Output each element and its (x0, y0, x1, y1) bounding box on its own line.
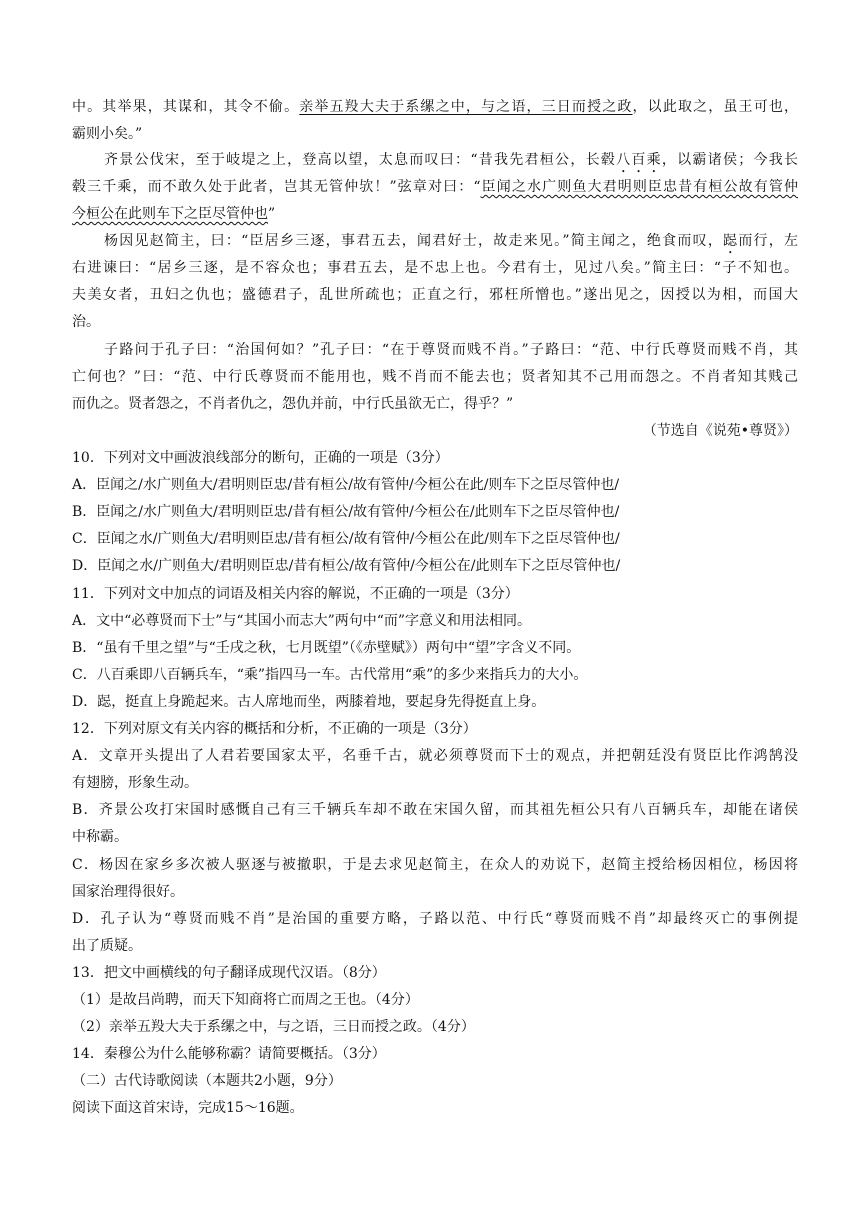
option-10d: D．臣闻之水/广则鱼大/君明则臣忠/昔有桓公/故有管仲/今桓公在/此则车下之臣尽管仲也/ (72, 558, 621, 574)
dotted-word: 八百乘 (616, 152, 662, 168)
option-11c: C．八百乘即八百辆兵车，“乘”指四马一车。古代常用“乘”的多少来指兵力的大小。 (72, 667, 588, 683)
option-12a-cont: 有翅膀，形象生动。 (72, 775, 198, 791)
section-intro: 阅读下面这首宋诗，完成15～16题。 (72, 1100, 304, 1116)
question-13: 13．把文中画横线的句子翻译成现代汉语。（8分） (72, 965, 386, 981)
passage-line: 右进谏曰：“居乡三逐，是不容众也；事君五去，是不忠上也。今君有士，见过八矣。”简主曰：“子不知也。 (72, 260, 798, 276)
option-11b: B．“虽有千里之望”与“壬戌之秋，七月既望”（《赤壁赋》）两句中“望”字含义不同。 (72, 640, 581, 656)
option-10b: B．臣闻之/水广则鱼大/君明则臣忠/昔有桓公/故有管仲/今桓公在/此则车下之臣尽管仲也/ (72, 504, 620, 520)
passage-text: ，以霸诸侯；今我长 (661, 152, 799, 168)
passage-text: 而行，左 (738, 233, 799, 249)
underlined-sentence: 亲举五羖大夫于系缧之中，与之语，三日而授之政 (299, 99, 633, 115)
passage-text: ，以此取之，虽王可也， (632, 99, 799, 115)
passage-line: 霸则小矣。” (72, 126, 143, 142)
passage-line: 治。 (72, 314, 100, 330)
section-heading: （二）古代诗歌阅读（本题共2小题，9分） (72, 1073, 342, 1089)
passage-line (72, 204, 798, 224)
passage-line (104, 231, 798, 257)
option-11d: D．跽，挺直上身跪起来。古人席地而坐，两膝着地，要起身先得挺直上身。 (72, 694, 546, 710)
question-13-part1: （1）是故吕尚聘，而天下知商将亡而周之王也。（4分） (72, 992, 419, 1008)
option-12c: C．杨因在家乡多次被人驱逐与被撤职，于是去求见赵简主，在众人的劝说下，赵简主授给杨因相位，杨因将 (72, 857, 798, 873)
dotted-word: 跽 (723, 233, 739, 249)
passage-line: 亡何也？”曰：“范、中行氏尊贤而不能用也，贱不肖而不能去也；贤者知其不己用而怨之。不肖者知其贱己 (72, 369, 798, 385)
option-10a: A．臣闻之/水广则鱼大/君明则臣忠/昔有桓公/故有管仲/今桓公在此/则车下之臣尽管仲也/ (72, 477, 620, 493)
option-12d: D．孔子认为“尊贤而贱不肖”是治国的重要方略，子路以范、中行氏“尊贤而贱不肖”却最终灭亡的事例提 (72, 911, 798, 927)
passage-line (72, 177, 798, 197)
passage-text: ” (268, 206, 276, 222)
option-11a: A．文中“必尊贤而下士”与“其国小而志大”两句中“而”字意义和用法相同。 (72, 613, 532, 629)
option-12a: A．文章开头提出了人君若要国家太平，名垂千古，就必须尊贤而下士的观点，并把朝廷没有贤臣比作鸿鹄没 (72, 748, 798, 764)
passage-text: 杨因见赵简主，曰：“臣居乡三逐，事君五去，闻君好士，故走来见。”简主闻之，绝食而叹， (104, 233, 724, 249)
wavy-underlined-text: 今桓公在此则车下之臣尽管仲也 (72, 206, 268, 222)
passage-text: 中。其举果，其谋和，其令不偷。 (72, 99, 300, 115)
option-10c: C．臣闻之水/广则鱼大/君明则臣忠/昔有桓公/故有管仲/今桓公在此/则车下之臣尽管仲也/ (72, 531, 620, 547)
question-14: 14．秦穆公为什么能够称霸？请简要概括。（3分） (72, 1046, 386, 1062)
question-13-part2: （2）亲举五羖大夫于系缧之中，与之语，三日而授之政。（4分） (72, 1019, 475, 1035)
option-12b: B．齐景公攻打宋国时感慨自己有三千辆兵车却不敢在宋国久留，而其祖先桓公只有八百辆兵车，却能在诸侯 (72, 802, 798, 818)
question-12: 12．下列对原文有关内容的概括和分析，不正确的一项是（3分） (72, 721, 477, 737)
passage-text: 齐景公伐宋，至于岐堤之上，登高以望，太息而叹曰：“昔我先君桓公，长毂 (104, 152, 617, 168)
question-11: 11．下列对文中加点的词语及相关内容的解说，不正确的一项是（3分） (72, 586, 519, 602)
question-10: 10．下列对文中画波浪线部分的断句，正确的一项是（3分） (72, 450, 449, 466)
option-12b-cont: 中称霸。 (72, 829, 128, 845)
passage-line: 子路问于孔子曰：“治国何如？”孔子曰：“在于尊贤而贱不肖。”子路曰：“范、中行氏尊贤而贱不肖，其 (104, 342, 798, 358)
passage-line: 夫美女者，丑妇之仇也；盛德君子，乱世所疏也；正直之行，邪枉所憎也。”遂出见之，因授以为相，而国大 (72, 287, 798, 303)
wavy-underlined-text: 臣闻之水广则鱼大君明则臣忠昔有桓公故有管仲 (480, 179, 798, 195)
passage-text: 毂三千乘，而不敢久处于此者，岂其无管仲欤！”弦章对曰：“ (72, 179, 481, 195)
option-12d-cont: 出了质疑。 (72, 938, 142, 954)
passage-source: （节选自《说苑•尊贤》） (642, 423, 798, 439)
passage-line (104, 150, 798, 176)
passage-line: 而仇之。贤者怨之，不肖者仇之，怨仇并前，中行氏虽欲无亡，得乎？” (72, 396, 514, 412)
passage-line (72, 97, 798, 117)
option-12c-cont: 国家治理得很好。 (72, 884, 184, 900)
